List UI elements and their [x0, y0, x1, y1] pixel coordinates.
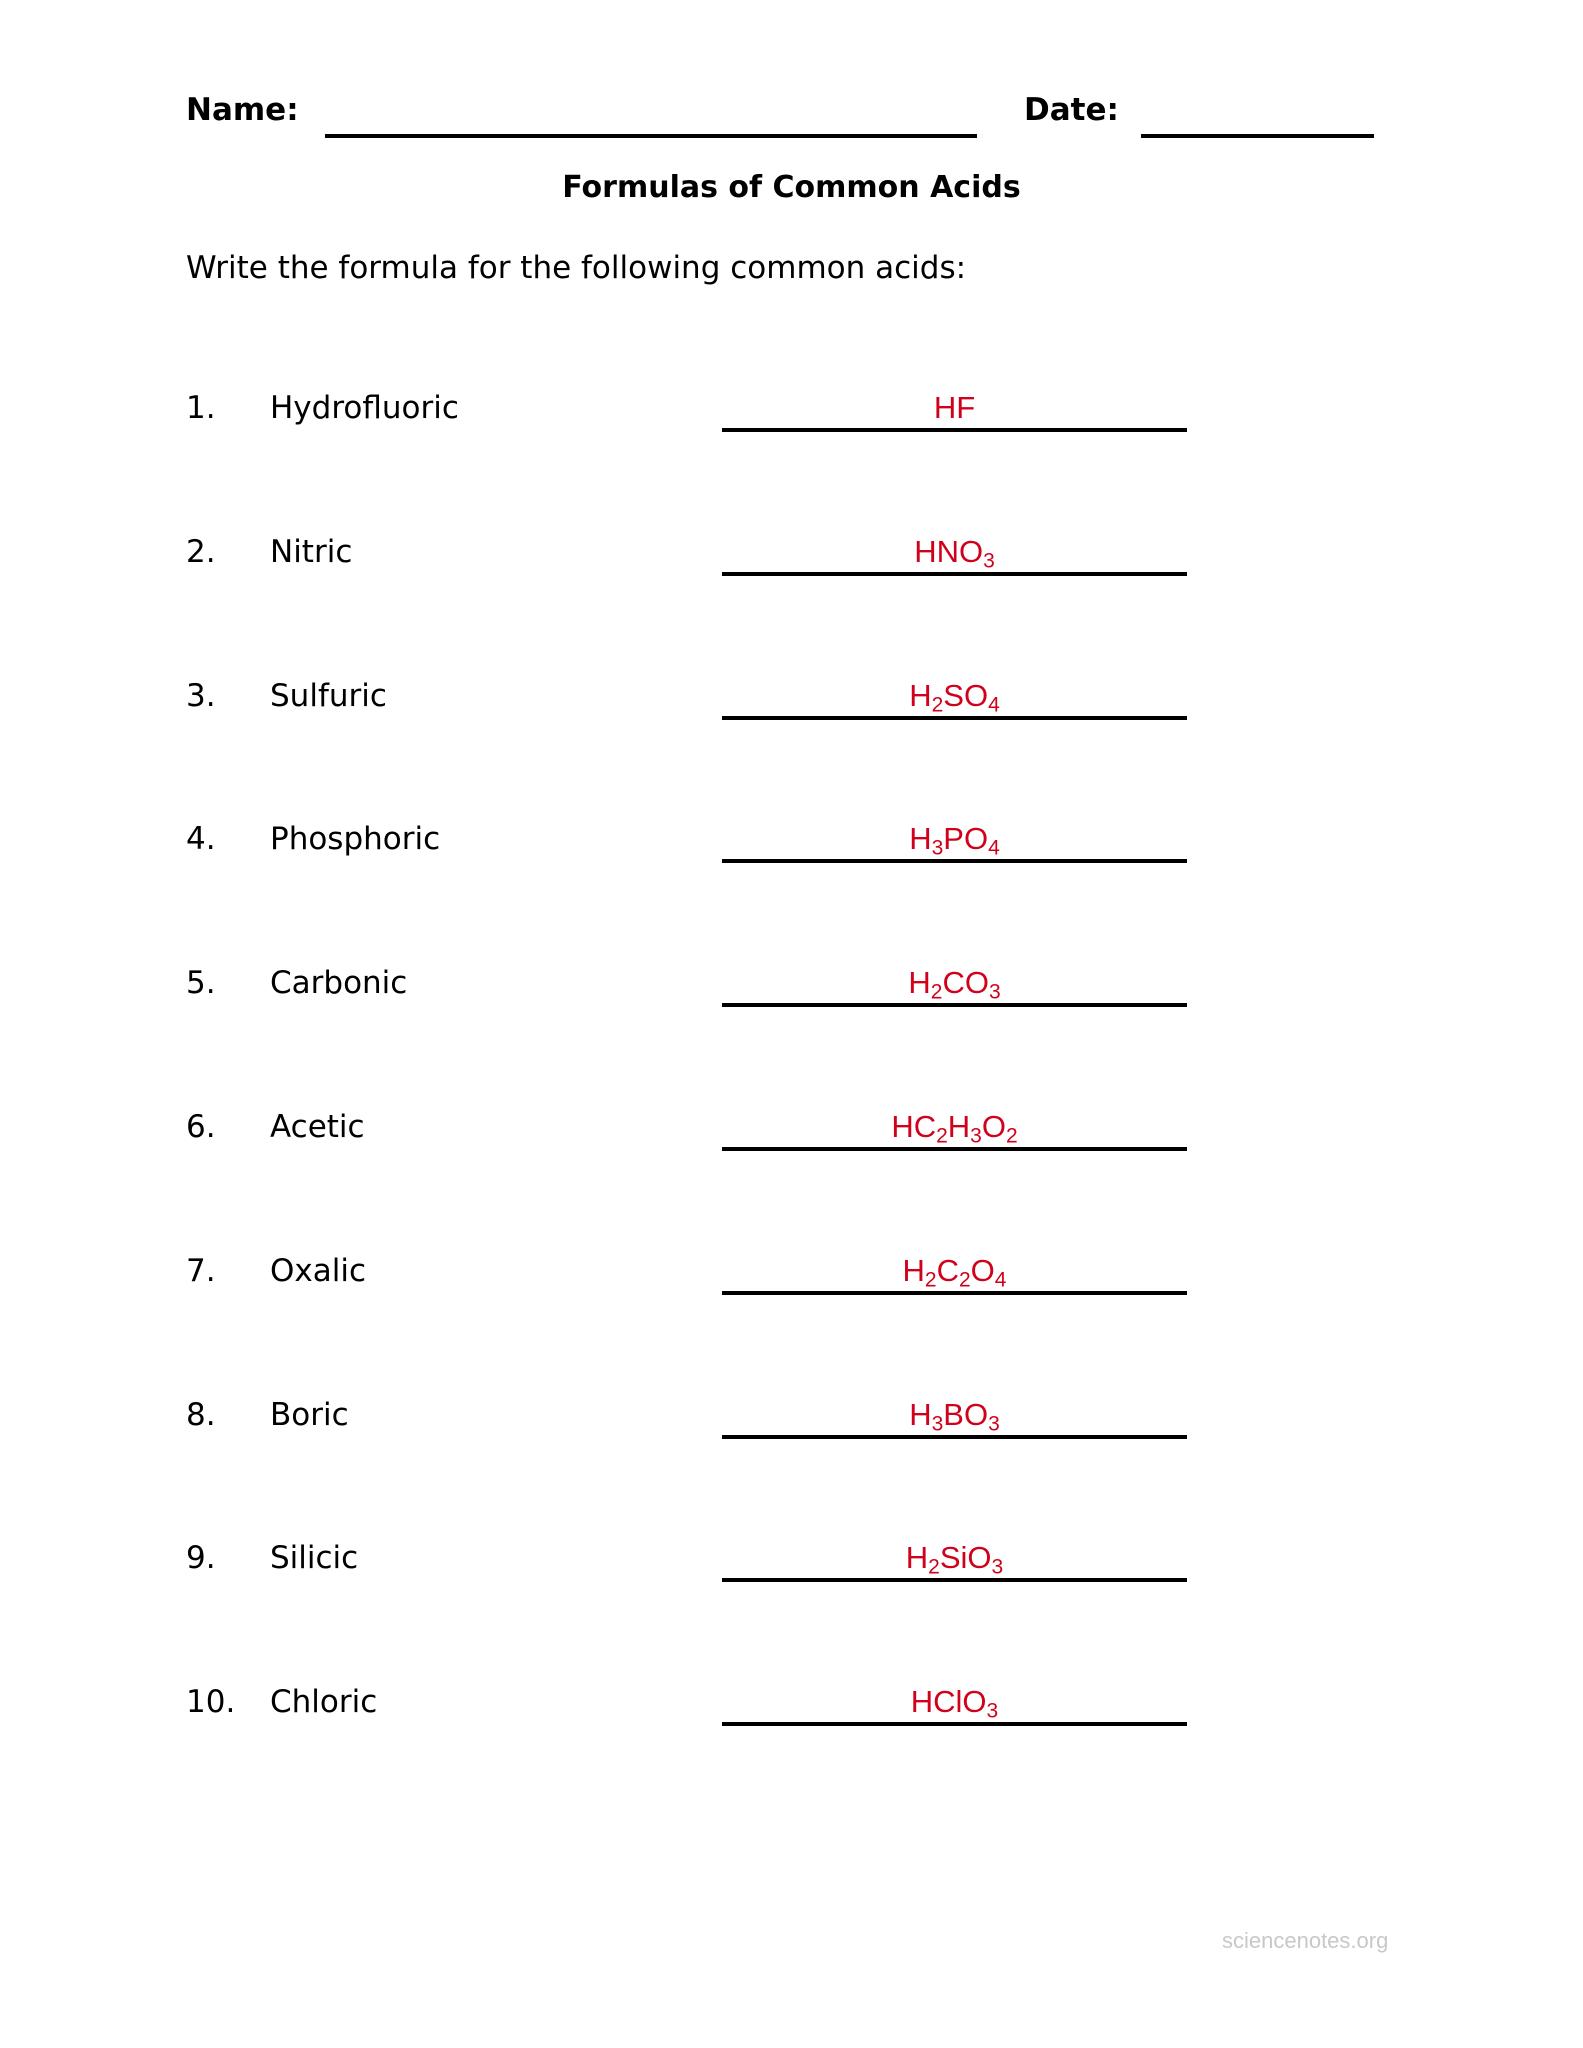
- header-row: [186, 90, 1376, 150]
- question-number: 8.: [186, 1396, 216, 1433]
- answer-formula: [722, 532, 1187, 576]
- formula-element: CO: [942, 965, 989, 1001]
- question-item: [186, 676, 1386, 820]
- watermark: sciencenotes.org: [1222, 1928, 1389, 1953]
- question-number: 6.: [186, 1108, 216, 1145]
- question-item: [186, 963, 1386, 1107]
- name-label: Name:: [186, 92, 299, 128]
- acid-name: Acetic: [270, 1108, 365, 1145]
- formula-element: C: [936, 1252, 959, 1288]
- formula-subscript: 3: [931, 836, 944, 860]
- formula-element: H: [908, 965, 931, 1001]
- question-number: 4.: [186, 821, 216, 858]
- formula-element: BO: [943, 1396, 989, 1432]
- formula-element: PO: [943, 821, 989, 857]
- question-number: 3.: [186, 677, 216, 714]
- question-item: [186, 1107, 1386, 1251]
- formula-subscript: 2: [928, 1555, 940, 1579]
- formula-subscript: 2: [930, 980, 943, 1004]
- formula-element: HF: [933, 390, 976, 425]
- formula-element: H: [905, 1540, 929, 1576]
- formula-element: H: [947, 1108, 971, 1144]
- formula-element: HNO: [914, 533, 984, 569]
- acid-name: Hydrofluoric: [270, 390, 459, 426]
- formula-subscript: 2: [936, 1124, 948, 1148]
- acid-name: Nitric: [270, 533, 353, 570]
- question-item: [186, 388, 1386, 532]
- formula-subscript: 2: [924, 1268, 937, 1292]
- formula-subscript: 3: [983, 549, 995, 573]
- acid-name: Boric: [270, 1396, 349, 1433]
- acid-name: Oxalic: [270, 1252, 367, 1289]
- date-label: Date:: [1024, 92, 1119, 128]
- question-number: 2.: [186, 533, 216, 570]
- formula-subscript: 4: [994, 1268, 1007, 1292]
- question-item: [186, 1395, 1386, 1539]
- formula-subscript: 2: [1005, 1124, 1018, 1148]
- formula-subscript: 4: [988, 692, 1000, 716]
- worksheet-title: Formulas of Common Acids: [562, 170, 1021, 205]
- formula-element: HC: [891, 1108, 937, 1144]
- question-list: [186, 388, 1386, 1826]
- question-number: 7.: [186, 1252, 216, 1289]
- answer-formula: [722, 1395, 1187, 1439]
- formula-subscript: 2: [958, 1268, 971, 1292]
- acid-name: Chloric: [270, 1684, 378, 1721]
- formula-subscript: 3: [931, 1411, 944, 1435]
- formula-element: H: [909, 677, 932, 713]
- formula-subscript: 3: [970, 1124, 982, 1148]
- formula-subscript: 3: [991, 1555, 1004, 1579]
- answer-formula: [722, 1538, 1187, 1582]
- formula-element: O: [981, 1108, 1006, 1144]
- formula-element: O: [970, 1252, 995, 1288]
- acid-name: Sulfuric: [270, 677, 387, 714]
- formula-subscript: 4: [988, 836, 1000, 860]
- question-item: [186, 1538, 1386, 1682]
- formula-element: H: [909, 821, 932, 857]
- formula-element: HClO: [910, 1684, 987, 1720]
- formula-subscript: 3: [988, 980, 1001, 1004]
- instructions: Write the formula for the following common acids:: [186, 250, 967, 286]
- formula-subscript: 2: [931, 692, 944, 716]
- answer-formula: [722, 1107, 1187, 1151]
- acid-name: Silicic: [270, 1540, 359, 1577]
- formula-element: SiO: [939, 1540, 992, 1576]
- formula-element: H: [909, 1396, 932, 1432]
- acid-name: Carbonic: [270, 965, 408, 1002]
- question-item: [186, 1251, 1386, 1395]
- answer-formula: [722, 1251, 1187, 1295]
- question-number: 1.: [186, 390, 216, 426]
- answer-formula: [722, 676, 1187, 720]
- question-item: [186, 819, 1386, 963]
- formula-element: SO: [943, 677, 989, 713]
- question-number: 9.: [186, 1540, 216, 1577]
- question-number: 10.: [186, 1684, 236, 1721]
- question-item: [186, 532, 1386, 676]
- answer-formula: [722, 963, 1187, 1007]
- question-number: 5.: [186, 965, 216, 1002]
- answer-formula: [722, 388, 1187, 432]
- formula-element: H: [902, 1252, 925, 1288]
- formula-subscript: 3: [986, 1699, 999, 1723]
- date-blank-line: [1141, 134, 1374, 138]
- formula-subscript: 3: [988, 1411, 1000, 1435]
- acid-name: Phosphoric: [270, 821, 441, 858]
- answer-formula: [722, 819, 1187, 863]
- name-blank-line: [325, 134, 977, 138]
- answer-formula: [722, 1682, 1187, 1726]
- question-item: [186, 1682, 1386, 1826]
